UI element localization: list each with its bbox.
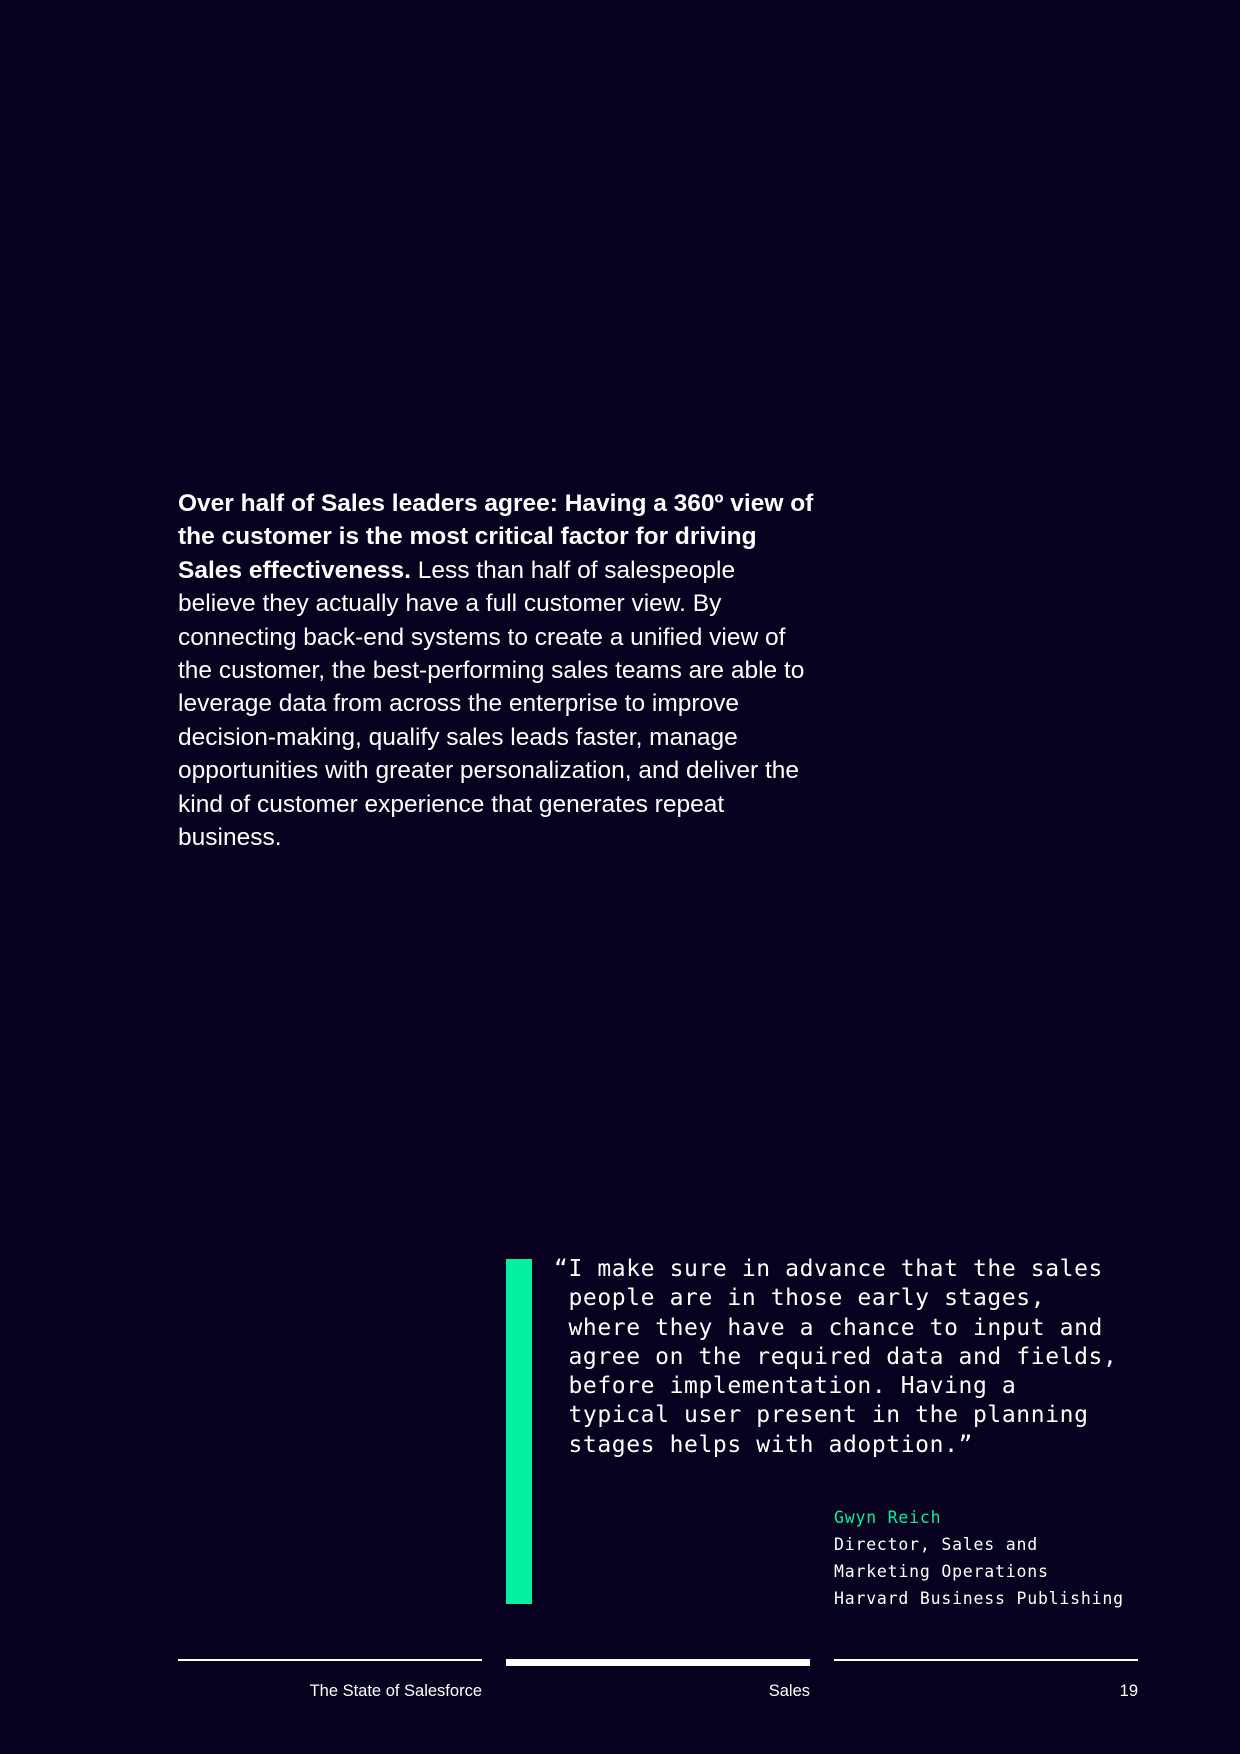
footer-rule-left [178, 1659, 482, 1661]
lead-statement: Over half of Sales leaders agree: Having a 360º view of the customer is the most critical factor for driving Sales effectiveness. [178, 490, 814, 584]
quote-accent-bar [506, 1259, 532, 1604]
body-paragraph [178, 487, 818, 854]
quote-author: Gwyn Reich [834, 1508, 942, 1527]
footer-document-title: The State of Salesforce [309, 1682, 482, 1700]
footer-section: Sales [768, 1682, 810, 1700]
page-number: 19 [1119, 1682, 1138, 1700]
pull-quote: “I make sure in advance that the sales people are in those early stages, where they have a chance to input and agree on the required data and fields, before implementation. Having a typical user present in the planning stages helps with adoption.” [554, 1256, 1118, 1458]
footer-rule-right [834, 1659, 1138, 1661]
quote-attribution [834, 1504, 1214, 1612]
body-text: Less than half of salespeople believe they actually have a full customer view. By connecting back-end systems to create a unified view of the customer, the best-performing sales teams are able to leverage data from across the enterprise to improve decision-making, qualify sales leads faster, manage opportunities with greater personalization, and deliver the kind of customer experience that generates repeat business. [178, 556, 805, 852]
quote-author-role: Director, Sales and Marketing Operations Harvard Business Publishing [834, 1535, 1124, 1608]
footer-rule-center [506, 1659, 810, 1666]
